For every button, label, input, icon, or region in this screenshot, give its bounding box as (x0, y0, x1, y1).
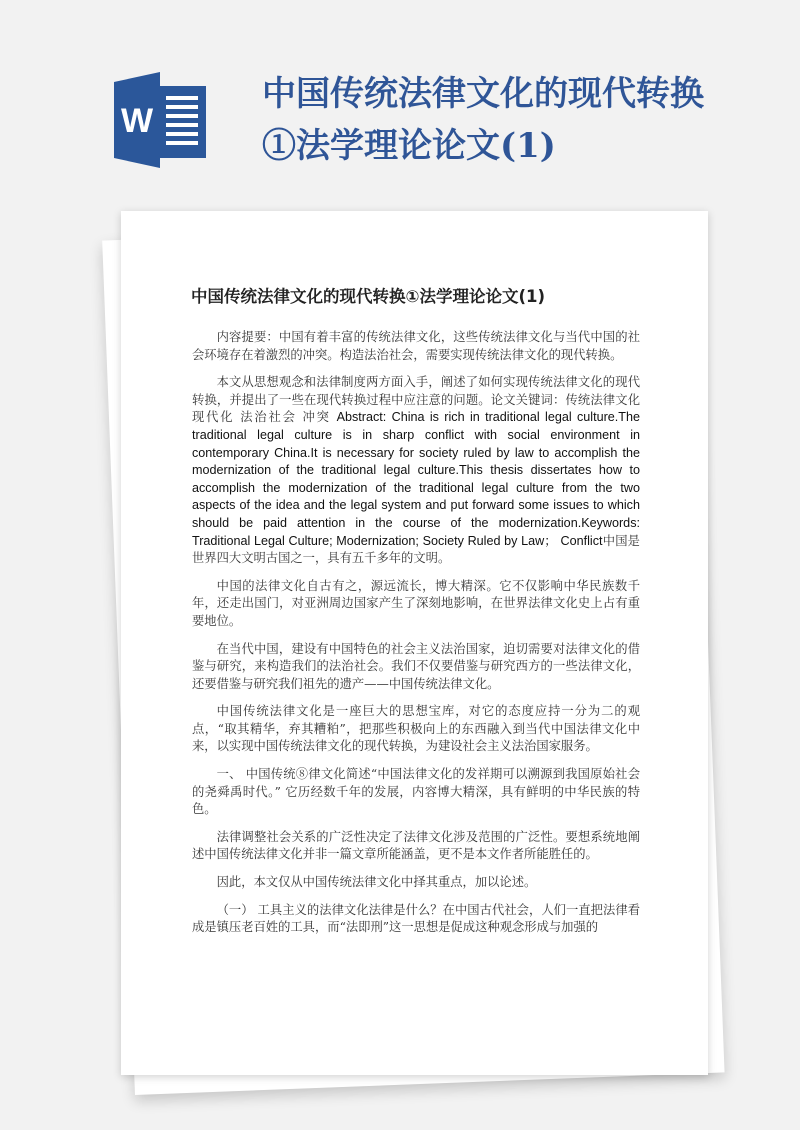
header-title-line2: ①法学理论论文(1) (262, 126, 556, 166)
document-body (192, 329, 640, 947)
paragraph: 一、 中国传统⑧律文化简述“中国法律文化的发祥期可以溯源到我国原始社会的尧舜禹时代。” 它历经数千年的发展，内容博大精深，具有鲜明的中华民族的特色。 (192, 767, 640, 817)
paragraph: 内容提要：中国有着丰富的传统法律文化，这些传统法律文化与当代中国的社会环境存在着激烈的冲突。构造法治社会，需要实现传统法律文化的现代转换。 (192, 330, 640, 362)
paragraph: 因此，本文仅从中国传统法律文化中择其重点，加以论述。 (216, 875, 537, 890)
document-title: 中国传统法律文化的现代转换①法学理论论文(1) (191, 287, 546, 306)
header-title (262, 68, 704, 172)
word-document-icon (110, 70, 210, 170)
header-title-line1: 中国传统法律文化的现代转换 (262, 74, 704, 114)
paragraph: 在当代中国，建设有中国特色的社会主义法治国家，迫切需要对法律文化的借鉴与研究，来构造我们的法治社会。我们不仅要借鉴与研究西方的一些法律文化，还要借鉴与研究我们祖先的遗产——中国传统法律文化。 (192, 641, 640, 691)
paragraph: 本文从思想观念和法律制度两方面入手，阐述了如何实现传统法律文化的现代转换，并提出了一些在现代转换过程中应注意的问题。论文关键词：传统法律文化 现代化 法治社会 冲突 Abstract: China is rich in traditional legal culture.The traditional legal culture is in sharp conflict with social environment in contemporary China.It is necessary for society ruled by law to accomplish the modernization of the traditional legal culture.This thesis dissertates how to accomplish the modernization of the traditional legal culture from the two aspects of the idea and the legal system and put forward some issues to which should be paid attention in the course of the modernization.Keywords: Traditional Legal Culture; Modernization; Society Ruled by Law； Conflict中国是世界四大文明古国之一，具有五千多年的文明。 (192, 375, 641, 566)
paragraph: 中国传统法律文化是一座巨大的思想宝库，对它的态度应持一分为二的观点，“取其精华，弃其糟粕”，把那些积极向上的东西融入到当代中国法律文化中来，以实现中国传统法律文化的现代转换，为建设社会主义法治国家服务。 (192, 704, 640, 754)
paragraph: 中国的法律文化自古有之，源远流长，博大精深。它不仅影响中华民族数千年，还走出国门，对亚洲周边国家产生了深刻地影响，在世界法律文化史上占有重要地位。 (192, 578, 640, 628)
document-page (121, 211, 708, 1075)
paragraph: （一） 工具主义的法律文化法律是什么？在中国古代社会，人们一直把法律看成是镇压老百姓的工具，而“法即刑”这一思想是促成这种观念形成与加强的 (192, 902, 640, 935)
svg-text:W: W (120, 102, 154, 140)
paragraph: 法律调整社会关系的广泛性决定了法律文化涉及范围的广泛性。要想系统地阐述中国传统法律文化并非一篇文章所能涵盖，更不是本文作者所能胜任的。 (192, 829, 640, 862)
